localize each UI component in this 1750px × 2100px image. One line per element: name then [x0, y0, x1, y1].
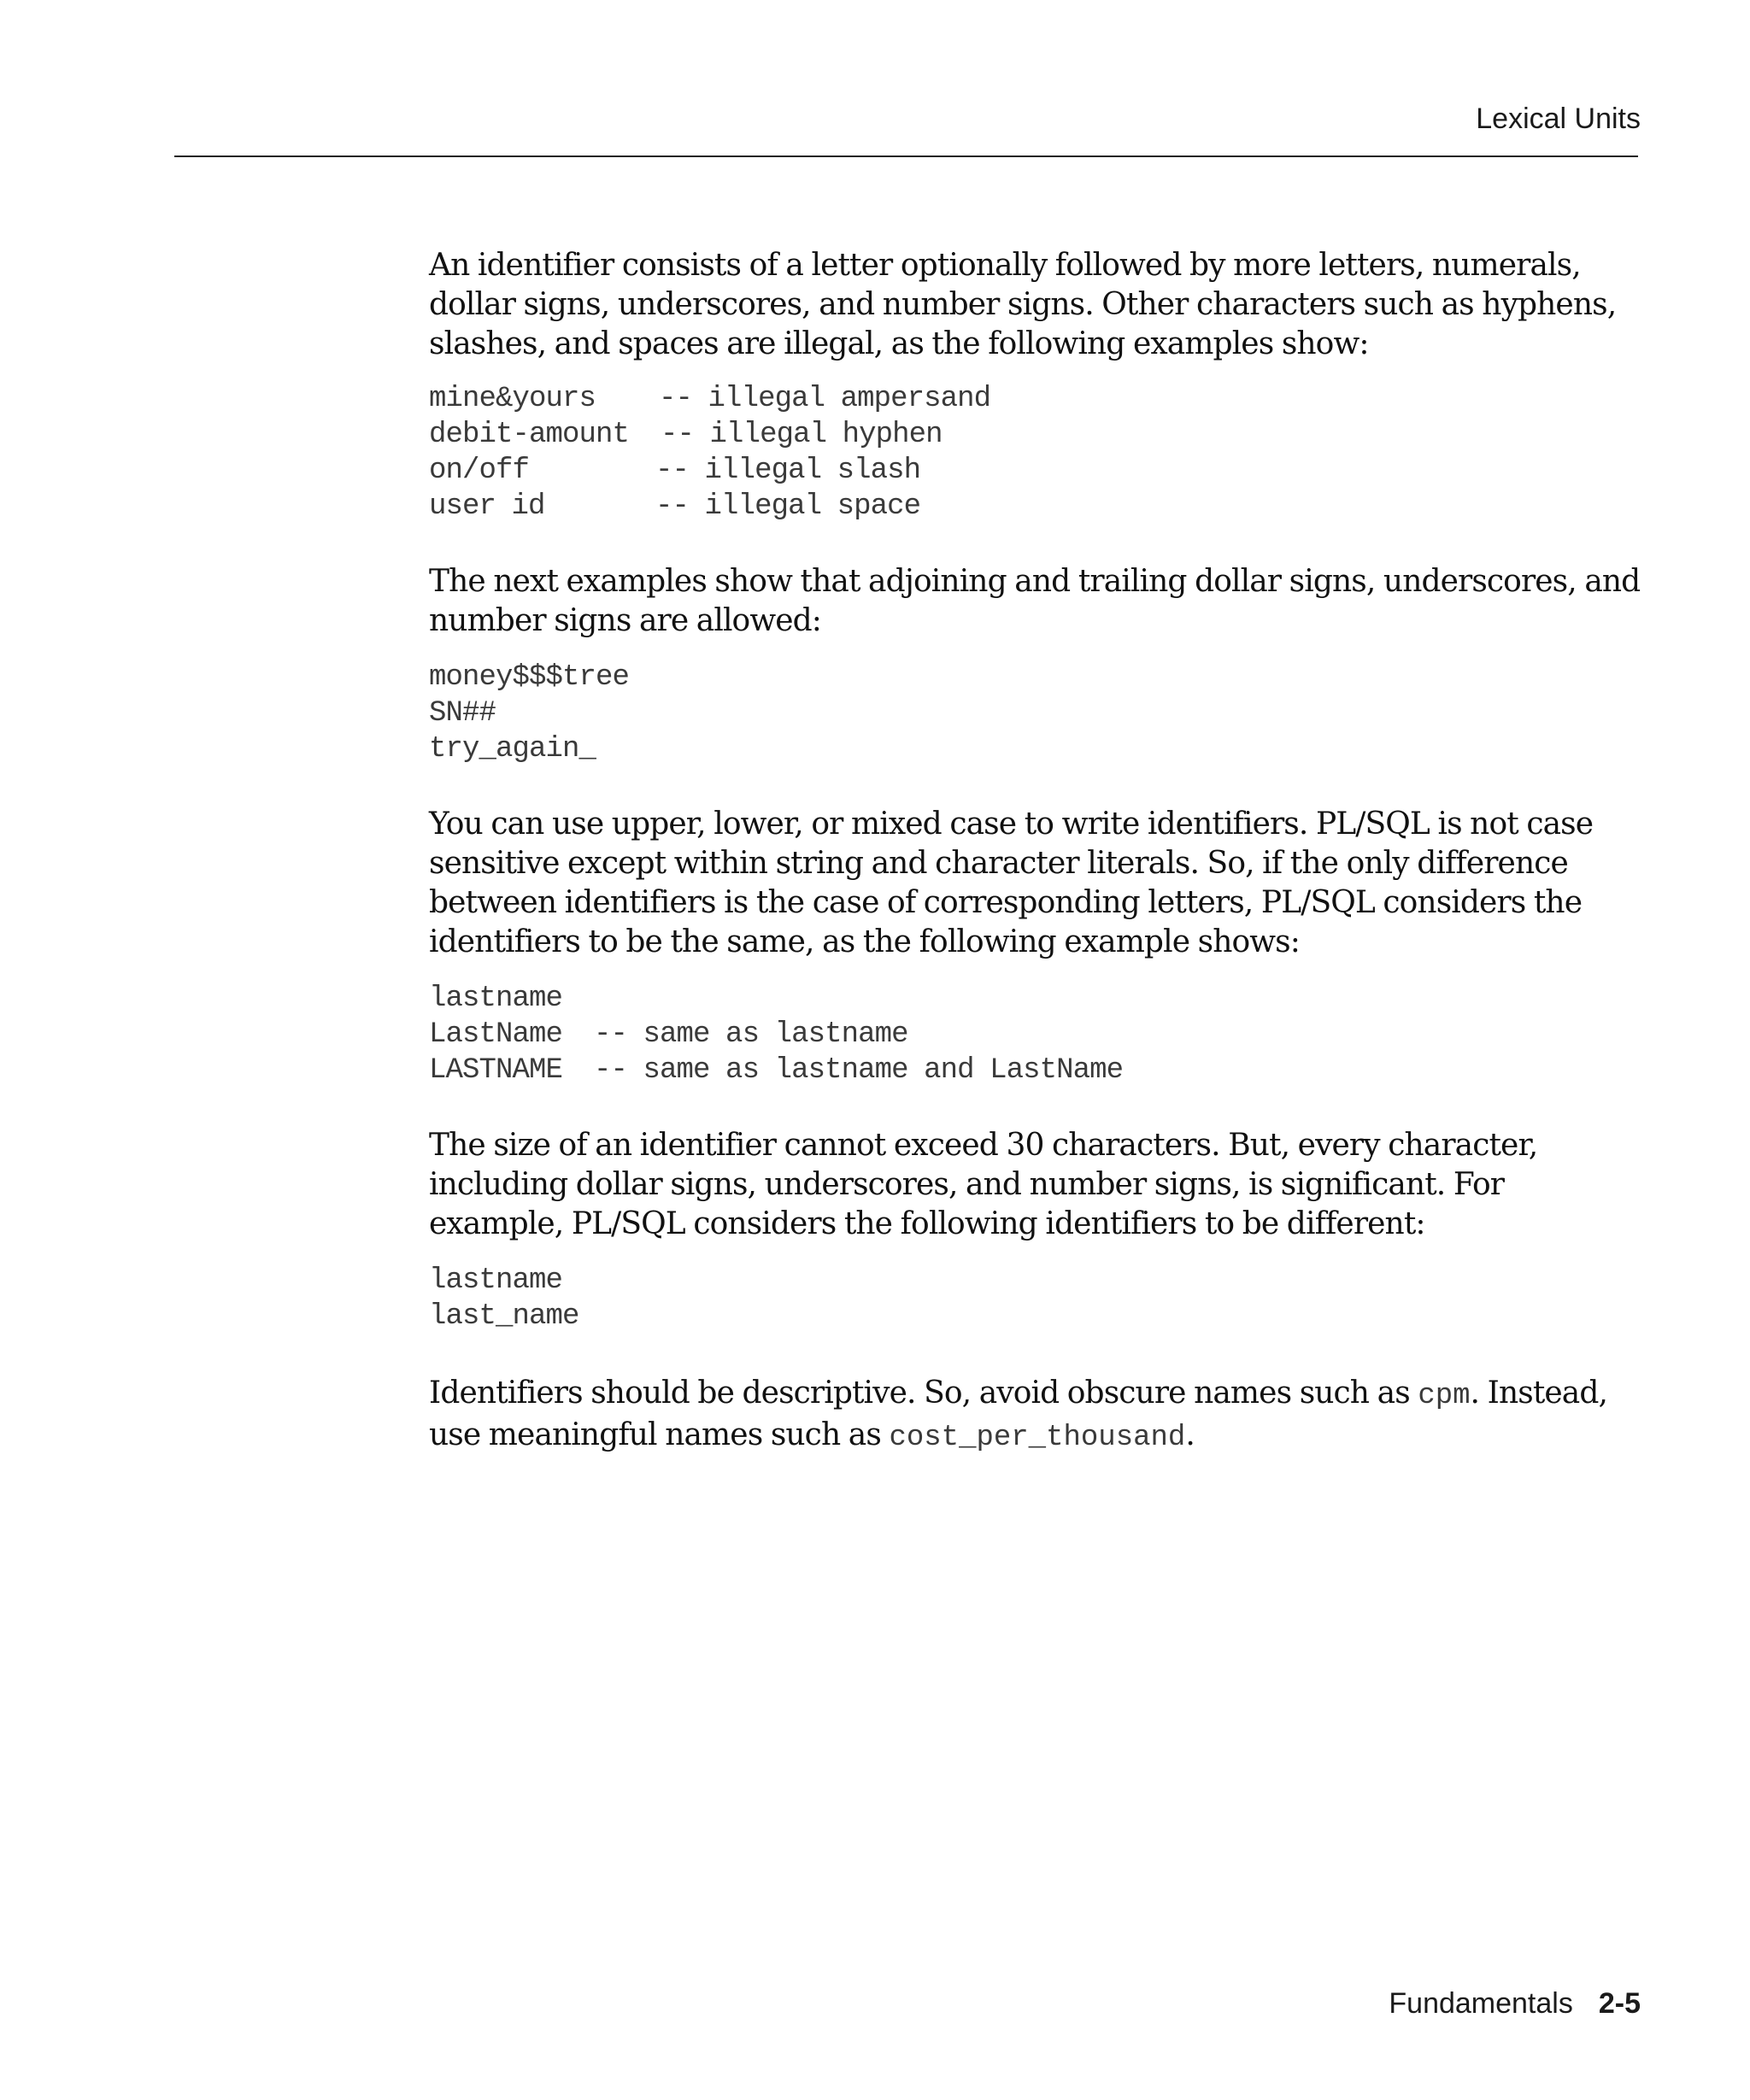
code-block-case-examples: lastname LastName -- same as lastname LASTNAME -- same as lastname and LastName	[429, 983, 1124, 1087]
code-block-different-identifiers: lastname last_name	[429, 1264, 579, 1333]
paragraph-descriptive-names	[429, 1374, 1642, 1458]
running-header-title: Lexical Units	[1476, 103, 1641, 135]
paragraph-allowed-characters: The next examples show that adjoining and trailing dollar signs, underscores, and number signs are allowed:	[429, 564, 1641, 638]
paragraph-text: .	[1185, 1417, 1195, 1452]
code-block-allowed-identifiers: money$$$tree SN## try_again_	[429, 661, 630, 766]
paragraph-identifier-definition: An identifier consists of a letter optionally followed by more letters, numerals, dollar signs, underscores, and number signs. Other characters such as hyphens, slashes, and spaces are illegal, as the following examples show:	[429, 248, 1617, 361]
paragraph-identifier-size: The size of an identifier cannot exceed 30 characters. But, every character, including dollar signs, underscores, and number signs, is significant. For example, PL/SQL considers the following identifiers to be different:	[429, 1128, 1538, 1241]
page-body	[429, 246, 1642, 1458]
header-divider	[174, 155, 1638, 157]
inline-code-cpm: cpm	[1418, 1380, 1471, 1412]
page-number: 2-5	[1598, 1987, 1641, 2020]
inline-code-cost-per-thousand: cost_per_thousand	[889, 1422, 1186, 1454]
paragraph-text: Identifiers should be descriptive. So, avoid obscure names such as	[429, 1376, 1418, 1411]
paragraph-text: . Instead, use meaningful names such as	[429, 1376, 1608, 1452]
footer-chapter-title: Fundamentals	[1389, 1987, 1573, 2020]
page-footer	[1389, 1989, 1641, 2018]
paragraph-case-sensitivity: You can use upper, lower, or mixed case to write identifiers. PL/SQL is not case sensitive except within string and character literals. So, if the only difference between identifiers is the case of corresponding letters, PL/SQL considers the identifiers to be the same, as the following example shows:	[429, 807, 1594, 959]
code-block-illegal-identifiers: mine&yours -- illegal ampersand debit-amount -- illegal hyphen on/off -- illegal slash user id -- illegal space	[429, 383, 991, 523]
